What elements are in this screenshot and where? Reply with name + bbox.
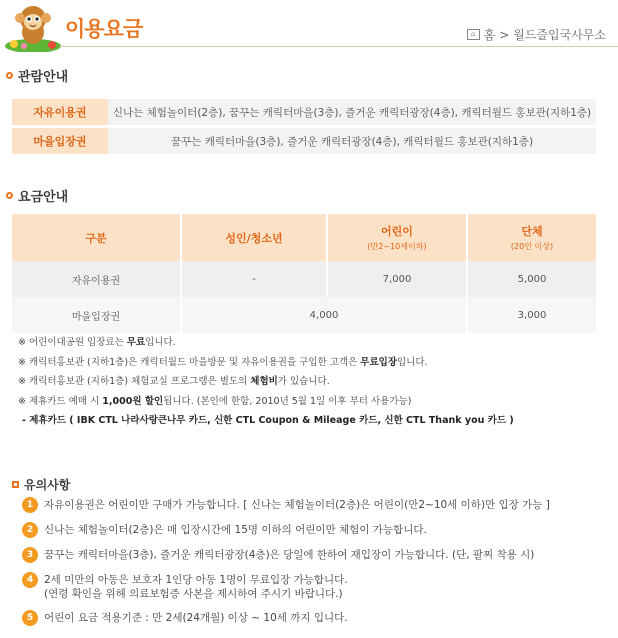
header-group-label: 단체 [521, 225, 543, 238]
header-child-sub: (만2~10세이하) [367, 242, 427, 251]
note-text: ※ 캐릭터홍보관 (지하1층) 체험교실 프로그램은 별도의 [18, 376, 251, 387]
header-adult: 성인/청소년 [182, 214, 328, 261]
header-group [468, 214, 596, 261]
table-row [12, 297, 596, 333]
section-title-admission [6, 66, 68, 85]
caution-text: 어린이 요금 적용기준 : 만 2세(24개월) 이상 ~ 10세 까지 입니다. [44, 612, 348, 624]
monkey-mascot-icon [4, 2, 62, 52]
section-fee-label: 요금안내 [18, 190, 69, 205]
caution-text [44, 572, 348, 601]
header-group-sub: (20인 이상) [510, 242, 554, 251]
number-badge-icon: 5 [22, 610, 38, 626]
fee-adult-child-cell: 4,000 [182, 297, 468, 333]
table-row [12, 261, 596, 297]
note-text: 입니다. [145, 337, 176, 348]
page-header [0, 0, 618, 52]
bullet-icon [6, 72, 13, 79]
page-title: 이용요금 [65, 17, 143, 41]
admission-table [12, 96, 596, 157]
note-highlight: 1,000원 할인 [102, 395, 164, 407]
note-item [18, 353, 514, 373]
note-text: ※ 캐릭터홍보관 (지하1층)은 캐릭터월드 마을방문 및 자유이용권을 구입한 고객은 [18, 356, 361, 368]
section-caution-label: 유의사항 [24, 478, 71, 492]
note-text: ※ 제휴카드 예매 시 [18, 395, 103, 407]
fee-child-cell: 7,000 [328, 261, 468, 297]
list-item [22, 522, 612, 538]
number-badge-icon: 4 [22, 572, 38, 588]
list-item [22, 572, 612, 601]
bullet-icon [6, 192, 13, 199]
fee-notes [18, 333, 514, 431]
breadcrumb-home[interactable]: 홈 [483, 28, 496, 42]
number-badge-icon: 3 [22, 547, 38, 563]
fee-name-cell: 마을입장권 [12, 297, 182, 333]
note-highlight: 무료 [126, 337, 146, 348]
header-divider [60, 46, 618, 47]
caution-text: 꿈꾸는 캐릭터마을(3층), 즐거운 캐릭터광장(4층)은 당일에 한하여 재입장이 가능합니다. (단, 팔찌 착용 시) [44, 549, 535, 561]
fee-adult-cell: - [182, 261, 328, 297]
header-child [328, 214, 468, 261]
header-category: 구분 [12, 214, 182, 261]
caution-text: 신나는 체험놀이터(2층)은 매 입장시간에 15명 이하의 어린이만 체험이 가능합니다. [44, 524, 427, 536]
ticket-areas-cell: 신나는 체험놀이터(2층), 꿈꾸는 캐릭터마을(3층), 즐거운 캐릭터광장(4층), 캐릭터월드 홍보관(지하1층) [108, 99, 596, 125]
ticket-areas-cell: 꿈꾸는 캐릭터마을(3층), 즐거운 캐릭터광장(4층), 캐릭터월드 홍보관(지하1층) [108, 128, 596, 154]
note-highlight: 체험비 [250, 376, 278, 387]
home-icon[interactable]: ⌂ [467, 29, 480, 40]
section-admission-label: 관람안내 [18, 70, 69, 85]
table-row [12, 99, 596, 125]
number-badge-icon: 2 [22, 522, 38, 538]
list-item [22, 547, 612, 563]
fee-name-cell: 자유이용권 [12, 261, 182, 297]
caution-text: 자유이용권은 어린이만 구매가 가능합니다. [ 신나는 체험놀이터(2층)은 어린이(만2~10세 이하)만 입장 가능 ] [44, 499, 550, 511]
caution-list [22, 497, 612, 635]
fee-group-cell: 5,000 [468, 261, 596, 297]
table-header-row [12, 214, 596, 261]
partner-cards-note: - 제휴카드 ( IBK CTL 나라사랑큰나무 카드, 신한 CTL Coupon & Mileage 카드, 신한 CTL Thank you 카드 ) [22, 415, 514, 426]
bullet-icon [12, 481, 19, 488]
note-text: 입니다. [396, 356, 428, 368]
list-item [22, 497, 612, 513]
note-text: 가 있습니다. [277, 376, 330, 387]
caution-text-line: 2세 미만의 아동은 보호자 1인당 아동 1명이 무료입장 가능합니다. [44, 574, 348, 586]
section-title-caution [12, 476, 70, 493]
note-item [18, 372, 514, 392]
section-title-fee [6, 186, 68, 205]
table-row [12, 128, 596, 154]
note-item [18, 333, 514, 353]
note-item [18, 392, 514, 412]
note-highlight: 무료입장 [360, 356, 397, 368]
fee-group-cell: 3,000 [468, 297, 596, 333]
list-item [22, 610, 612, 626]
ticket-type-cell: 자유이용권 [12, 99, 108, 125]
breadcrumb-current: 월드즐입국사무소 [513, 28, 606, 42]
ticket-type-cell: 마을입장권 [12, 128, 108, 154]
number-badge-icon: 1 [22, 497, 38, 513]
breadcrumb [467, 26, 606, 43]
caution-text-line: (연령 확인을 위해 의료보험증 사본을 제시하여 주시기 바랍니다.) [44, 588, 343, 600]
fee-table [12, 214, 596, 333]
breadcrumb-separator: > [499, 27, 510, 42]
note-text: ※ 어린이대공원 입장료는 [18, 337, 127, 348]
note-text: 됩니다. (본인에 한함, 2010년 5월 1일 이후 부터 사용가능) [163, 395, 412, 407]
header-child-label: 어린이 [381, 225, 413, 238]
